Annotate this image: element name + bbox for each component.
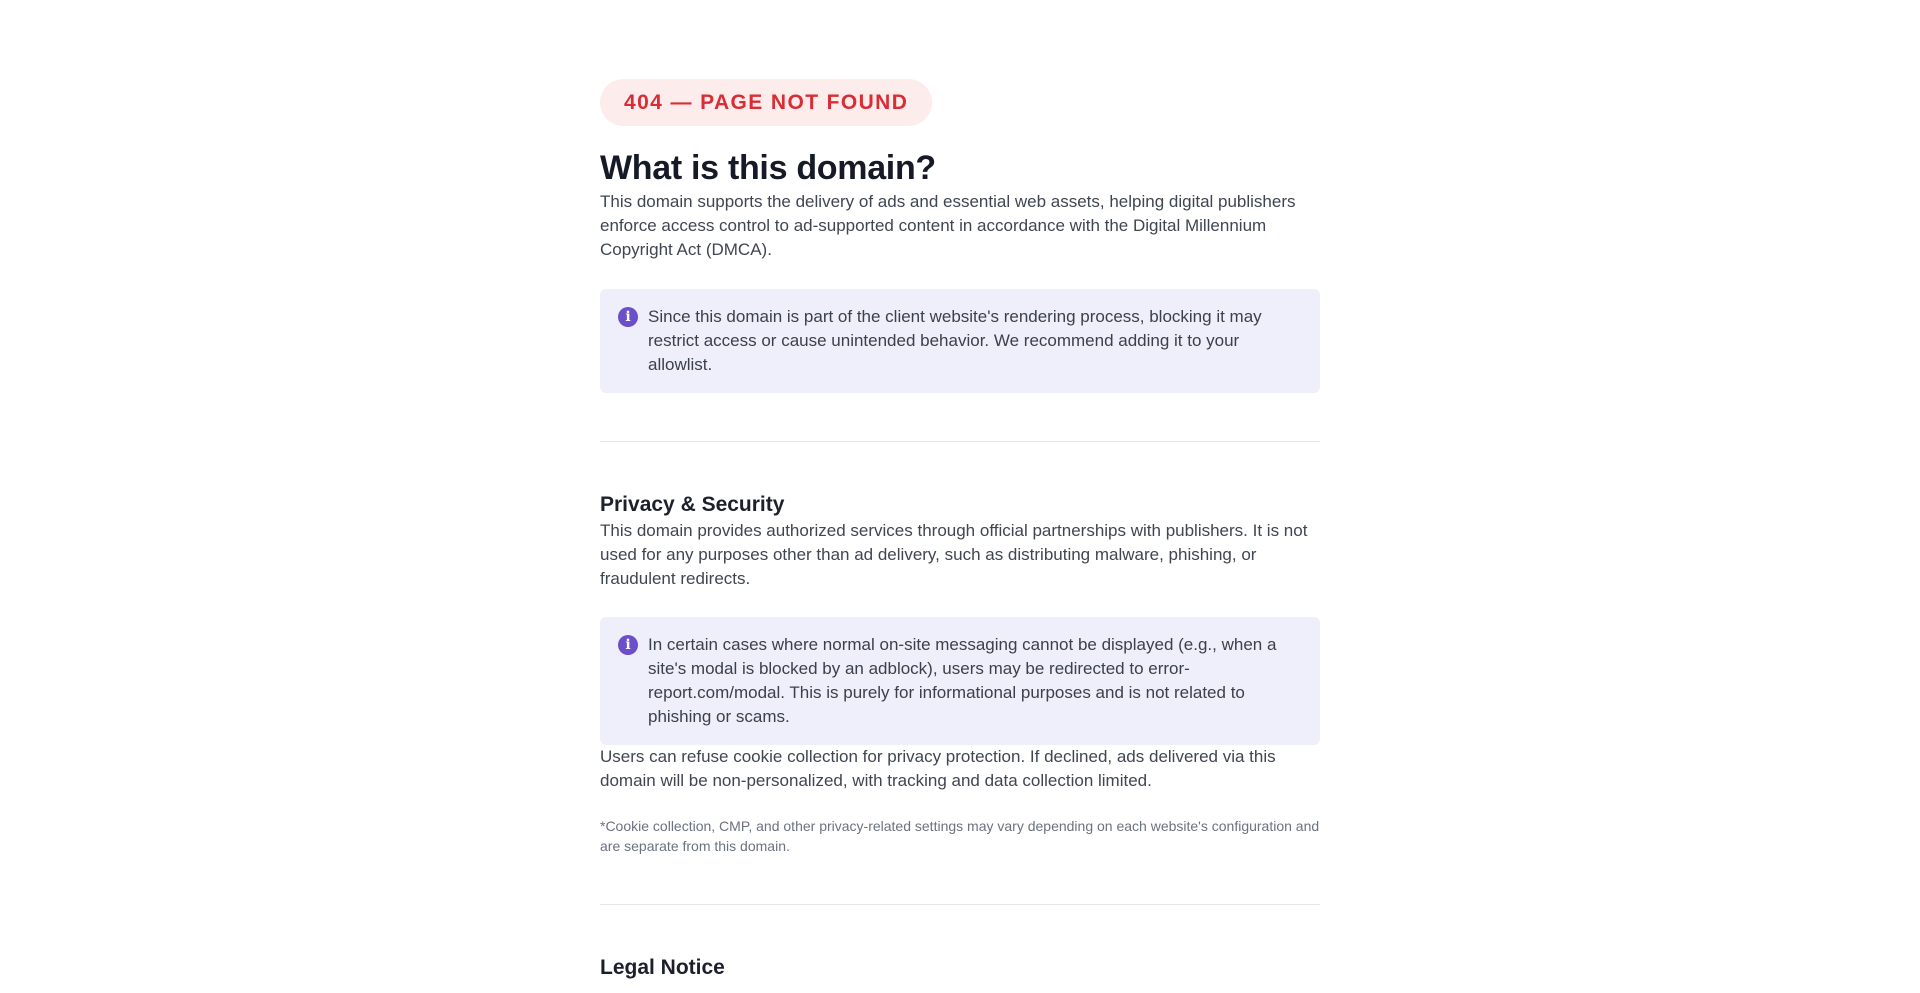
section-divider [600,441,1320,442]
redirect-note [600,617,1320,745]
allowlist-note [600,289,1320,393]
legal-section-title: Legal Notice [600,956,725,979]
page-title: What is this domain? [600,149,936,187]
allowlist-note-text: Since this domain is part of the client website's rendering process, blocking it may restrict access or cause unintended behavior. We recommend adding it to your allowlist. [648,307,1262,374]
intro-text: This domain supports the delivery of ads and essential web assets, helping digital publishers enforce access control to ad-supported content in accordance with the Digital Millennium Copyright Act (DMCA). [600,192,1296,259]
privacy-footnote: *Cookie collection, CMP, and other privacy-related settings may vary depending on each website's configuration and are separate from this domain. [600,818,1320,854]
main-content [600,79,1320,982]
privacy-section-title: Privacy & Security [600,493,785,516]
redirect-note-text: In certain cases where normal on-site messaging cannot be displayed (e.g., when a site's modal is blocked by an adblock), users may be redirected to error-report.com/modal. This is purely for informational purposes and is not related to phishing or scams. [648,635,1277,726]
privacy-body-text: This domain provides authorized services through official partnerships with publishers. It is not used for any purposes other than ad delivery, such as distributing malware, phishing, or fraudulent redirects. [600,521,1308,588]
info-icon: i [618,635,638,655]
cookie-text: Users can refuse cookie collection for privacy protection. If declined, ads delivered via this domain will be non-personalized, with tracking and data collection limited. [600,747,1276,790]
error-badge: 404 — PAGE NOT FOUND [600,79,932,126]
info-icon: i [618,307,638,327]
section-divider [600,904,1320,905]
